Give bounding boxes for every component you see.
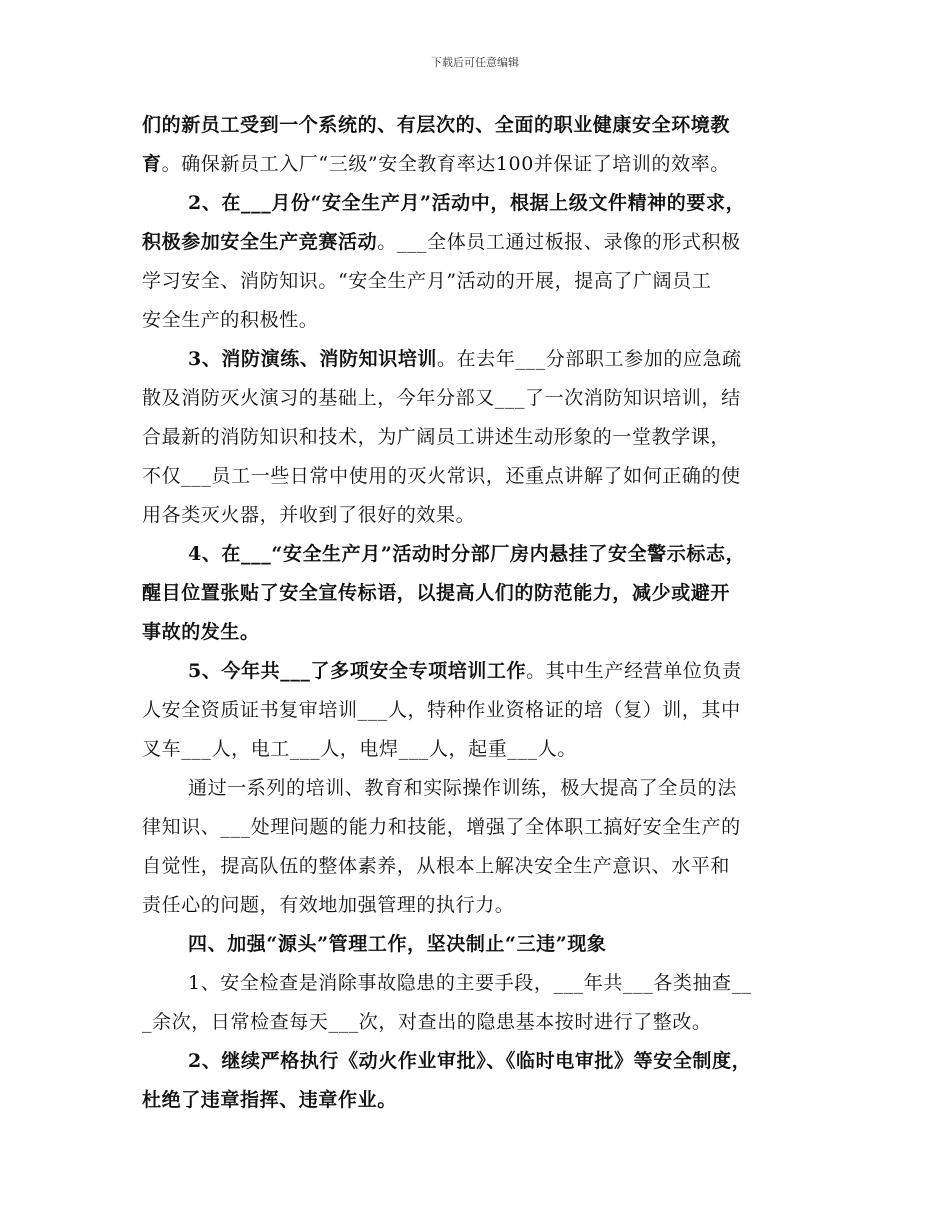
- normal-text: 律知识、___处理问题的能力和技能，增强了全体职工搞好安全生产的: [142, 816, 741, 838]
- text-line: [142, 1003, 812, 1042]
- text-line: [142, 184, 812, 223]
- text-line: [142, 1081, 812, 1120]
- text-line: [142, 730, 812, 769]
- normal-text: 。在去年___分部职工参加的应急疏: [437, 348, 742, 370]
- text-line: [142, 886, 812, 925]
- text-line: [142, 847, 812, 886]
- normal-text: 。___全体员工通过板报、录像的形式积极: [377, 231, 741, 253]
- text-line: [142, 691, 812, 730]
- normal-text: 责任心的问题，有效地加强管理的执行力。: [142, 894, 515, 916]
- bold-text: 2、继续严格执行《动火作业审批》、《临时电审批》等安全制度，: [188, 1050, 752, 1072]
- text-line: [142, 652, 812, 691]
- normal-text: 。确保新员工入厂“三级”安全教育率达100并保证了培训的效率。: [161, 153, 730, 175]
- bold-text: 杜绝了违章指挥、违章作业。: [142, 1089, 397, 1111]
- normal-text: 学习安全、消防知识。“安全生产月”活动的开展，提高了广阔员工: [142, 270, 712, 292]
- text-line: [142, 223, 812, 262]
- normal-text: 不仅___员工一些日常中使用的灭火常识，还重点讲解了如何正确的使: [142, 465, 741, 487]
- normal-text: 1、安全检查是消除事故隐患的主要手段，___年共___各类抽查__: [188, 972, 752, 994]
- bold-text: 4、在___“安全生产月”活动时分部厂房内悬挂了安全警示标志，: [188, 543, 746, 565]
- bold-text: 四、加强“源头”管理工作，坚决制止“三违”现象: [188, 933, 607, 955]
- normal-text: 散及消防灭火演习的基础上，今年分部又___了一次消防知识培训，结: [142, 387, 741, 409]
- bold-text: 5、今年共___了多项安全专项培训工作: [188, 660, 527, 682]
- text-line: [142, 418, 812, 457]
- text-line: [142, 808, 812, 847]
- normal-text: _余次，日常检查每天___次，对查出的隐患基本按时进行了整改。: [142, 1011, 712, 1033]
- normal-text: 通过一系列的培训、教育和实际操作训练，极大提高了全员的法: [188, 777, 737, 799]
- bold-text: 们的新员工受到一个系统的、有层次的、全面的职业健康安全环境教: [142, 114, 731, 136]
- normal-text: 。其中生产经营单位负责: [526, 660, 742, 682]
- bold-text: 2、在___月份“安全生产月”活动中，根据上级文件精神的要求，: [188, 192, 746, 214]
- normal-text: 合最新的消防知识和技术，为广阔员工讲述生动形象的一堂教学课，: [142, 426, 731, 448]
- text-line: [142, 262, 812, 301]
- text-line: [142, 964, 812, 1003]
- normal-text: 人安全资质证书复审培训___人，特种作业资格证的培（复）训，其中: [142, 699, 741, 721]
- bold-text: 事故的发生。: [142, 621, 260, 643]
- text-line: [142, 613, 812, 652]
- normal-text: 用各类灭火器，并收到了很好的效果。: [142, 504, 476, 526]
- bold-text: 醒目位置张贴了安全宣传标语，以提高人们的防范能力，减少或避开: [142, 582, 731, 604]
- text-line: [142, 457, 812, 496]
- text-line: [142, 145, 812, 184]
- text-line: [142, 769, 812, 808]
- section-heading: [142, 925, 812, 964]
- text-line: [142, 340, 812, 379]
- text-line: [142, 106, 812, 145]
- page-header: 下载后可任意编辑: [431, 56, 519, 69]
- bold-text: 3、消防演练、消防知识培训: [188, 348, 438, 370]
- bold-text: 育: [142, 153, 162, 175]
- bold-text: 积极参加安全生产竞赛活动: [142, 231, 378, 253]
- normal-text: 自觉性，提高队伍的整体素养，从根本上解决安全生产意识、水平和: [142, 855, 731, 877]
- text-line: [142, 574, 812, 613]
- text-line: [142, 1042, 812, 1081]
- text-line: [142, 301, 812, 340]
- normal-text: 安全生产的积极性。: [142, 309, 319, 331]
- text-line: [142, 535, 812, 574]
- document-body: [142, 106, 812, 1120]
- text-line: [142, 496, 812, 535]
- normal-text: 叉车___人，电工___人，电焊___人，起重___人。: [142, 738, 577, 760]
- text-line: [142, 379, 812, 418]
